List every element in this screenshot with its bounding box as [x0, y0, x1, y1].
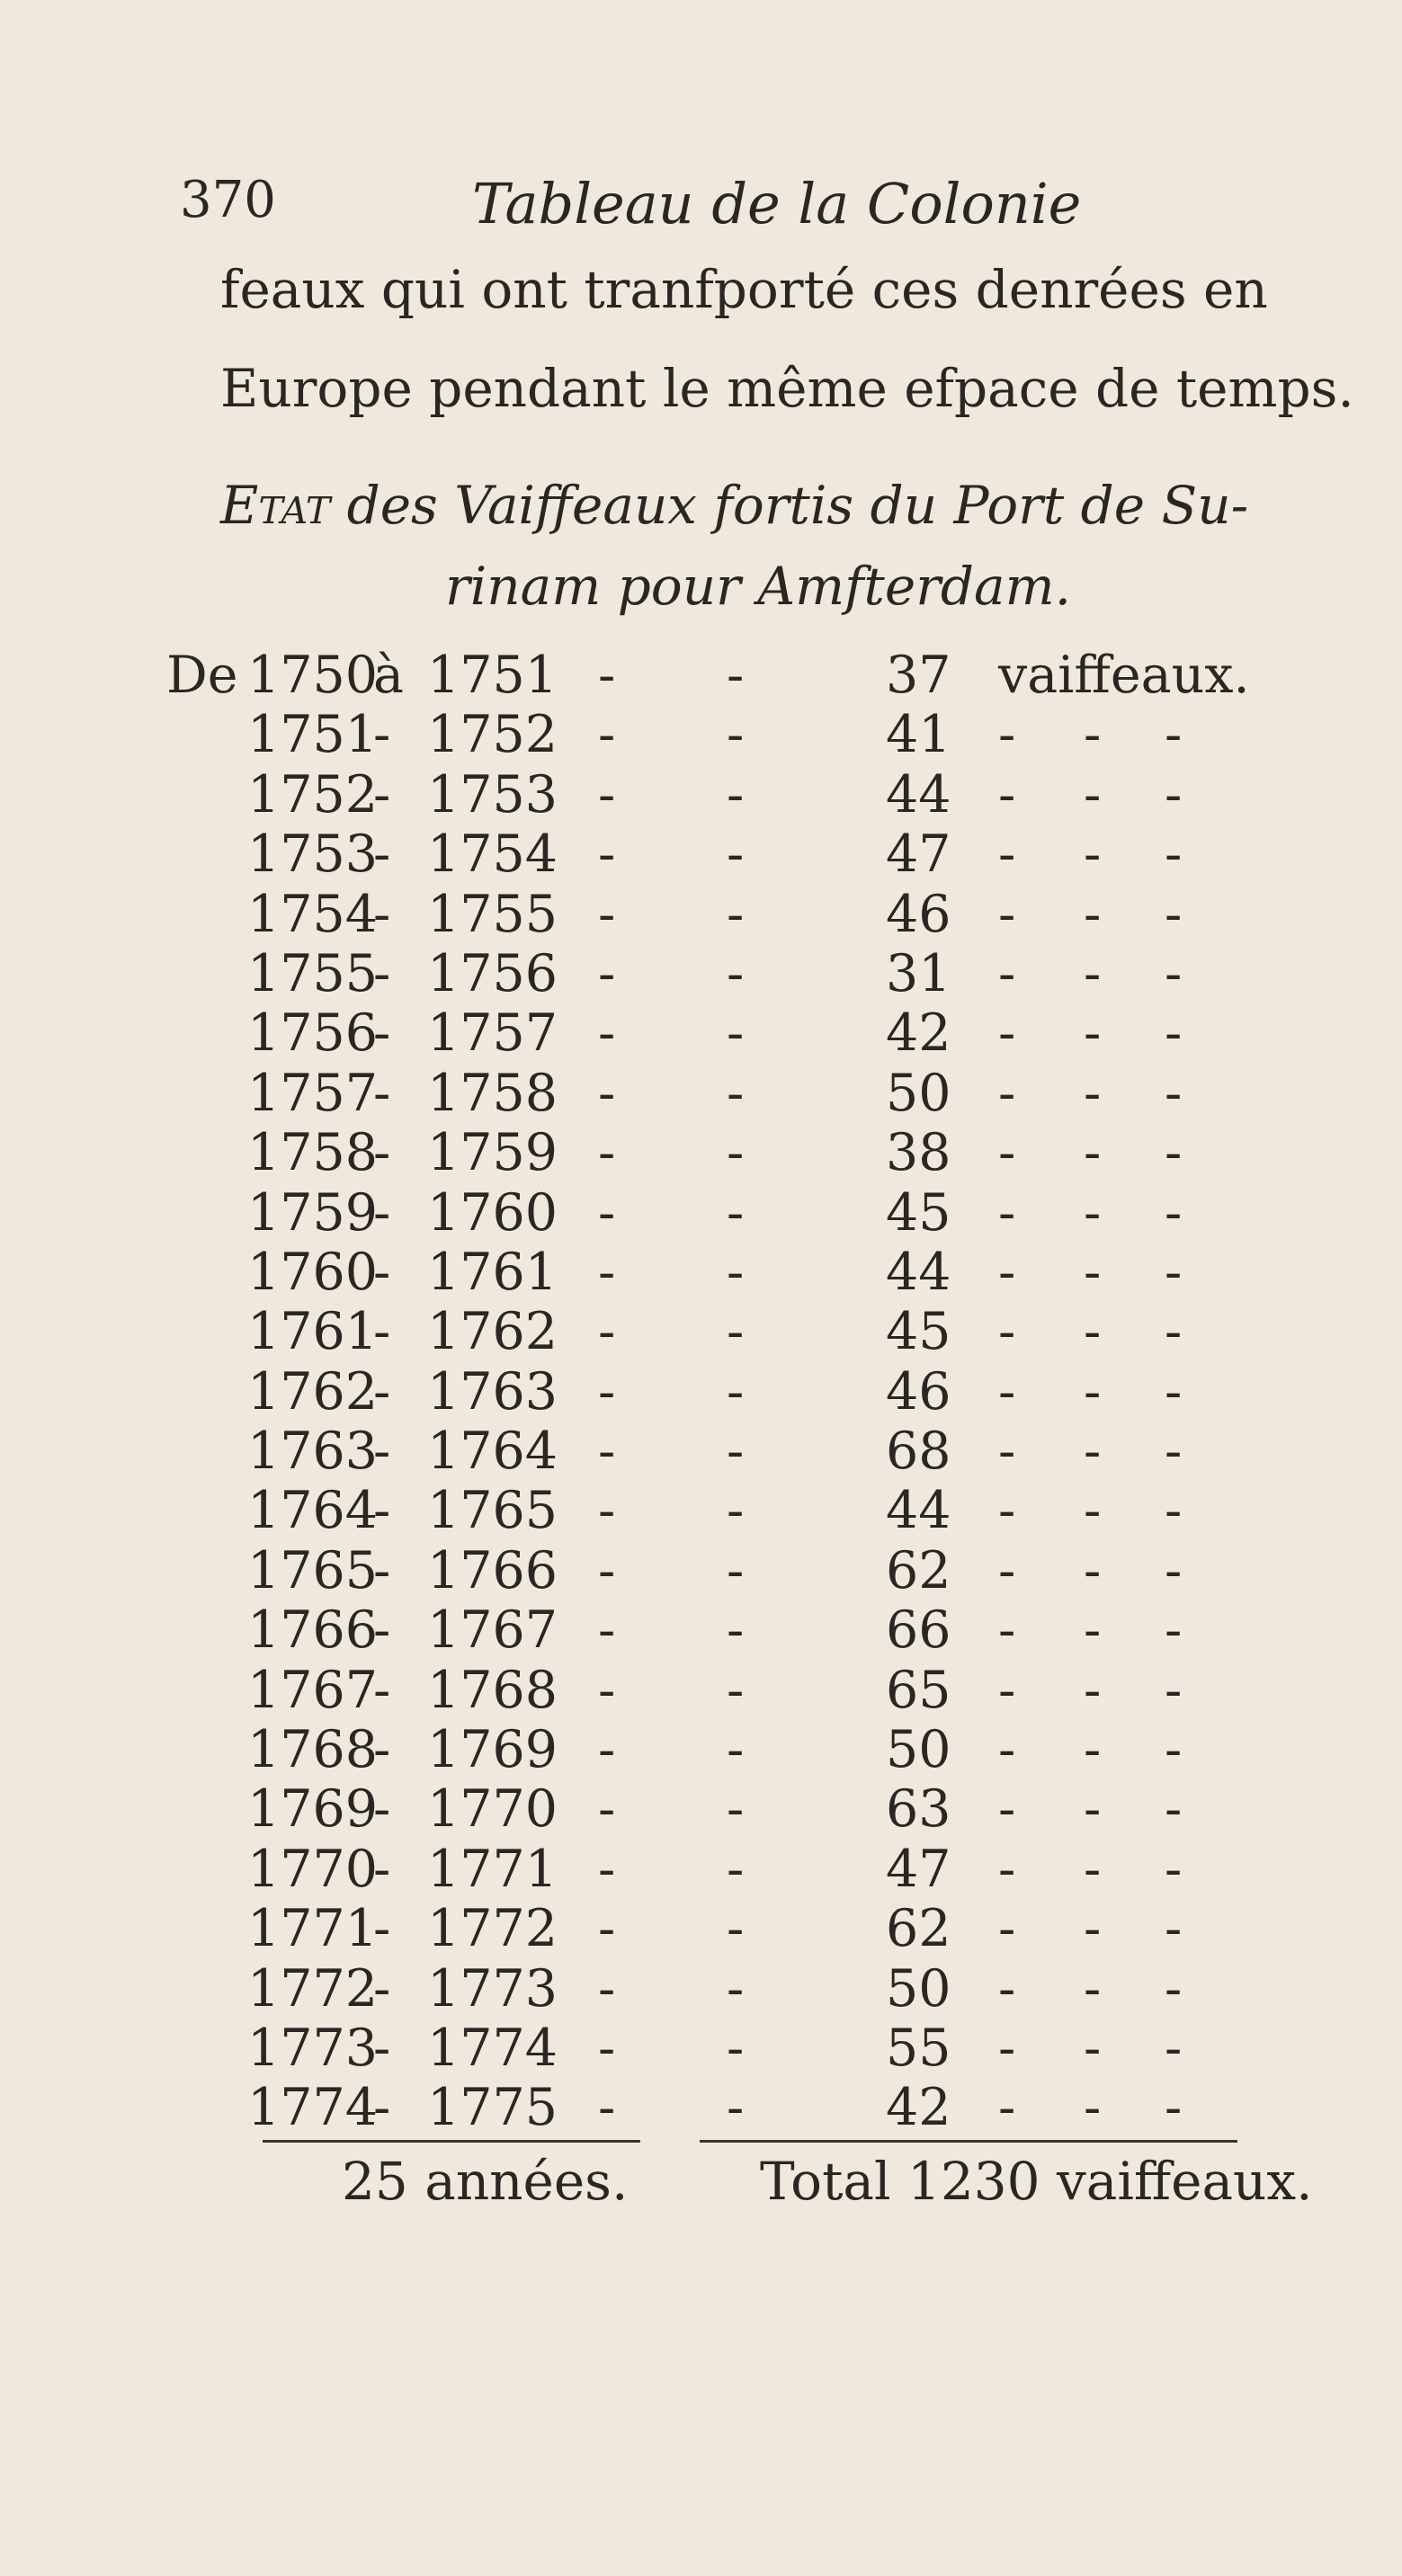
row-separator: - [373, 1123, 391, 1183]
year-from: 1764 [247, 1481, 379, 1541]
year-to: 1753 [427, 764, 558, 824]
row-separator: - [373, 1899, 391, 1959]
ship-count: 47 [886, 1839, 951, 1899]
ditto-dash: - [1084, 1481, 1102, 1541]
year-from: 1761 [247, 1302, 379, 1362]
row-separator: - [373, 1720, 391, 1780]
ditto-dash: - [1084, 1720, 1102, 1780]
ship-count: 46 [886, 884, 951, 944]
leader-dash: - [727, 1063, 745, 1123]
ditto-dash: - [1084, 1063, 1102, 1123]
ditto-dash: - [1165, 1481, 1183, 1541]
leader-dash: - [727, 1361, 745, 1422]
ditto-dash: - [998, 1660, 1016, 1720]
year-from: 1757 [247, 1063, 379, 1123]
year-to: 1771 [427, 1839, 558, 1899]
years-summary: 25 années. [342, 2151, 629, 2212]
ditto-dash: - [998, 2018, 1016, 2078]
table-row [0, 1541, 1402, 1600]
ditto-dash: - [998, 764, 1016, 824]
row-separator: - [373, 1839, 391, 1899]
ditto-dash: - [998, 1302, 1016, 1362]
row-separator: - [373, 2078, 391, 2138]
ditto-dash: - [998, 1958, 1016, 2019]
table-heading-line-2: rinam pour Amfterdam. [445, 556, 1072, 617]
ditto-dash: - [1165, 2078, 1183, 2138]
table-row [0, 1661, 1402, 1720]
year-from: 1755 [247, 943, 379, 1003]
table-row [0, 1123, 1402, 1182]
ditto-dash: - [1084, 705, 1102, 765]
ditto-dash: - [1165, 824, 1183, 885]
ship-count: 45 [886, 1182, 951, 1243]
row-separator: - [373, 1540, 391, 1600]
row-separator: - [373, 1361, 391, 1422]
leader-dash: - [727, 1958, 745, 2019]
leader-dash: - [727, 705, 745, 765]
leader-dash: - [727, 1481, 745, 1541]
ditto-dash: - [998, 2078, 1016, 2138]
table-row [0, 1481, 1402, 1540]
ship-count: 47 [886, 824, 951, 885]
ship-count: 63 [886, 1779, 951, 1840]
table-row [0, 646, 1402, 705]
body-text-line-2: Europe pendant le même efpace de temps. [220, 358, 1354, 419]
ditto-dash: - [1165, 1660, 1183, 1720]
year-to: 1761 [427, 1242, 558, 1302]
year-from: 1770 [247, 1839, 379, 1899]
leader-dash: - [727, 1182, 745, 1243]
row-separator: - [373, 1063, 391, 1123]
leader-dash: - [598, 1182, 616, 1243]
leader-dash: - [727, 1540, 745, 1600]
ditto-dash: - [1165, 705, 1183, 765]
year-from: 1763 [247, 1422, 379, 1482]
table-row [0, 2078, 1402, 2137]
year-to: 1759 [427, 1123, 558, 1183]
table-row [0, 885, 1402, 944]
ditto-dash: - [998, 1361, 1016, 1422]
ship-count: 42 [886, 2078, 951, 2138]
year-from: 1762 [247, 1361, 379, 1422]
table-row [0, 2019, 1402, 2078]
table-row [0, 1959, 1402, 2019]
ditto-dash: - [1084, 2018, 1102, 2078]
ship-count: 45 [886, 1302, 951, 1362]
ditto-dash: - [1084, 1540, 1102, 1600]
table-row [0, 1600, 1402, 1660]
body-text-line-1: feaux qui ont tranfporté ces denrées en [220, 259, 1268, 320]
table-row [0, 1899, 1402, 1958]
row-separator: - [373, 1660, 391, 1720]
leader-dash: - [727, 1660, 745, 1720]
ditto-dash: - [998, 1063, 1016, 1123]
row-separator: - [373, 824, 391, 885]
leader-dash: - [598, 1839, 616, 1899]
row-separator: - [373, 705, 391, 765]
ship-count: 50 [886, 1958, 951, 2019]
leader-dash: - [598, 2078, 616, 2138]
ditto-dash: - [998, 1242, 1016, 1302]
leader-dash: - [598, 1302, 616, 1362]
table-row [0, 1003, 1402, 1063]
table-row [0, 1064, 1402, 1123]
leader-dash: - [598, 1481, 616, 1541]
table-row [0, 1302, 1402, 1361]
table-row [0, 1243, 1402, 1302]
ditto-dash: - [1165, 1958, 1183, 2019]
ditto-dash: - [1084, 1361, 1102, 1422]
ditto-dash: - [1084, 1660, 1102, 1720]
year-from: 1771 [247, 1899, 379, 1959]
ditto-dash: - [1084, 1003, 1102, 1064]
ditto-dash: - [1165, 1899, 1183, 1959]
leader-dash: - [727, 1003, 745, 1064]
ship-count: 68 [886, 1422, 951, 1482]
year-to: 1757 [427, 1003, 558, 1064]
ditto-dash: - [998, 1422, 1016, 1482]
ditto-dash: - [1165, 1540, 1183, 1600]
ditto-dash: - [1084, 1182, 1102, 1243]
ditto-dash: - [1084, 943, 1102, 1003]
year-from: 1756 [247, 1003, 379, 1064]
ditto-dash: - [998, 1481, 1016, 1541]
page-number: 370 [180, 171, 276, 229]
table-row [0, 1422, 1402, 1481]
leader-dash: - [598, 824, 616, 885]
ship-count: 62 [886, 1540, 951, 1600]
leader-dash: - [727, 943, 745, 1003]
year-from: 1754 [247, 884, 379, 944]
ditto-dash: - [998, 1720, 1016, 1780]
year-from: 1760 [247, 1242, 379, 1302]
ship-count: 41 [886, 705, 951, 765]
ship-count: 37 [886, 646, 951, 705]
ship-count: 42 [886, 1003, 951, 1064]
leader-dash: - [598, 646, 616, 705]
year-to: 1758 [427, 1063, 558, 1123]
running-title: Tableau de la Colonie [472, 171, 1082, 236]
leader-dash: - [727, 2078, 745, 2138]
leader-dash: - [598, 1003, 616, 1064]
year-to: 1764 [427, 1422, 558, 1482]
row-separator: - [373, 2018, 391, 2078]
ship-count: 44 [886, 1481, 951, 1541]
year-to: 1769 [427, 1720, 558, 1780]
leader-dash: - [727, 1779, 745, 1840]
row-separator: - [373, 764, 391, 824]
total-rule [700, 2140, 1237, 2143]
leader-dash: - [727, 884, 745, 944]
year-to: 1751 [427, 646, 558, 705]
leader-dash: - [727, 1123, 745, 1183]
heading-small-caps: tat [258, 475, 331, 536]
leader-dash: - [598, 1958, 616, 2019]
ditto-dash: - [998, 824, 1016, 885]
row-separator: - [373, 884, 391, 944]
ship-count: 31 [886, 943, 951, 1003]
leader-dash: - [598, 1361, 616, 1422]
leader-dash: - [727, 646, 745, 705]
leader-dash: - [598, 2018, 616, 2078]
ditto-dash: - [998, 1003, 1016, 1064]
ditto-dash: - [1084, 1123, 1102, 1183]
ditto-dash: - [1084, 884, 1102, 944]
leader-dash: - [727, 1302, 745, 1362]
ditto-dash: - [1084, 1242, 1102, 1302]
year-to: 1762 [427, 1302, 558, 1362]
ditto-dash: - [1165, 764, 1183, 824]
heading-initial: E [220, 475, 259, 536]
ditto-dash: - [1165, 1003, 1183, 1064]
heading-line-1-rest: des Vaiffeaux fortis du Port de Su- [330, 475, 1249, 536]
year-from: 1758 [247, 1123, 379, 1183]
ditto-dash: - [998, 884, 1016, 944]
ship-count: 44 [886, 764, 951, 824]
ditto-dash: - [1165, 1123, 1183, 1183]
table-row [0, 765, 1402, 824]
ditto-dash: - [1165, 1063, 1183, 1123]
ditto-dash: - [1165, 1242, 1183, 1302]
year-to: 1760 [427, 1182, 558, 1243]
ditto-dash: - [998, 1779, 1016, 1840]
ditto-dash: - [1084, 1302, 1102, 1362]
leader-dash: - [598, 1063, 616, 1123]
ditto-dash: - [1165, 1361, 1183, 1422]
row-separator: - [373, 1600, 391, 1661]
table-row [0, 944, 1402, 1003]
year-from: 1767 [247, 1660, 379, 1720]
ditto-dash: - [1165, 2018, 1183, 2078]
year-to: 1772 [427, 1899, 558, 1959]
year-from: 1751 [247, 705, 379, 765]
year-to: 1766 [427, 1540, 558, 1600]
leader-dash: - [727, 1600, 745, 1661]
year-from: 1759 [247, 1182, 379, 1243]
ditto-dash: - [998, 1899, 1016, 1959]
ditto-dash: - [1165, 1779, 1183, 1840]
year-to: 1775 [427, 2078, 558, 2138]
leader-dash: - [727, 1899, 745, 1959]
year-to: 1765 [427, 1481, 558, 1541]
leader-dash: - [598, 705, 616, 765]
row-separator: - [373, 1422, 391, 1482]
table-row [0, 705, 1402, 764]
year-to: 1767 [427, 1600, 558, 1661]
leader-dash: - [727, 2018, 745, 2078]
leader-dash: - [727, 824, 745, 885]
ditto-dash: - [1084, 1600, 1102, 1661]
year-to: 1752 [427, 705, 558, 765]
ditto-dash: - [998, 1123, 1016, 1183]
ship-count: 44 [886, 1242, 951, 1302]
year-to: 1755 [427, 884, 558, 944]
ditto-dash: - [998, 1839, 1016, 1899]
ship-count: 50 [886, 1720, 951, 1780]
ship-count: 65 [886, 1660, 951, 1720]
table-row [0, 1779, 1402, 1839]
years-rule [263, 2140, 640, 2143]
ditto-dash: - [1084, 1422, 1102, 1482]
leader-dash: - [598, 1779, 616, 1840]
row-separator: - [373, 943, 391, 1003]
year-from: 1753 [247, 824, 379, 885]
leader-dash: - [598, 1899, 616, 1959]
year-to: 1768 [427, 1660, 558, 1720]
ditto-dash: - [1165, 1839, 1183, 1899]
ship-count: 46 [886, 1361, 951, 1422]
table-heading-line-1 [220, 475, 1248, 536]
year-to: 1773 [427, 1958, 558, 2019]
ditto-dash: - [1084, 824, 1102, 885]
year-from: 1766 [247, 1600, 379, 1661]
ship-count: 55 [886, 2018, 951, 2078]
year-to: 1754 [427, 824, 558, 885]
leader-dash: - [727, 1422, 745, 1482]
ship-count: 50 [886, 1063, 951, 1123]
table-row [0, 1840, 1402, 1899]
ditto-dash: - [1165, 1720, 1183, 1780]
ditto-dash: - [998, 1600, 1016, 1661]
ditto-dash: - [1084, 1958, 1102, 2019]
leader-dash: - [598, 1422, 616, 1482]
ditto-dash: - [998, 1540, 1016, 1600]
ditto-dash: - [1165, 1600, 1183, 1661]
leader-dash: - [727, 1242, 745, 1302]
leader-dash: - [727, 1720, 745, 1780]
row-separator: - [373, 1302, 391, 1362]
table-row [0, 1362, 1402, 1422]
ditto-dash: - [1165, 1182, 1183, 1243]
row-separator: - [373, 1481, 391, 1541]
row-separator: - [373, 1779, 391, 1840]
row-separator: - [373, 1003, 391, 1064]
year-to: 1774 [427, 2018, 558, 2078]
leader-dash: - [598, 1720, 616, 1780]
ship-count: 38 [886, 1123, 951, 1183]
ditto-dash: - [998, 1182, 1016, 1243]
page-header [180, 171, 1222, 252]
ditto-dash: - [1084, 2078, 1102, 2138]
table-row [0, 1720, 1402, 1779]
ditto-dash: - [1084, 1779, 1102, 1840]
ditto-dash: - [1084, 1899, 1102, 1959]
leader-dash: - [598, 1242, 616, 1302]
row-separator: - [373, 1182, 391, 1243]
leader-dash: - [598, 1660, 616, 1720]
year-from: 1768 [247, 1720, 379, 1780]
year-from: 1752 [247, 764, 379, 824]
ships-table [0, 646, 1402, 2138]
year-from: 1773 [247, 2018, 379, 2078]
unit-label: vaiffeaux. [998, 646, 1250, 705]
leader-dash: - [727, 1839, 745, 1899]
year-from: 1774 [247, 2078, 379, 2138]
year-from: 1765 [247, 1540, 379, 1600]
ship-count: 62 [886, 1899, 951, 1959]
row-separator: - [373, 1958, 391, 2019]
year-to: 1770 [427, 1779, 558, 1840]
year-to: 1756 [427, 943, 558, 1003]
year-from: 1772 [247, 1958, 379, 2019]
ditto-dash: - [1165, 1422, 1183, 1482]
table-row [0, 824, 1402, 884]
row-separator: - [373, 1242, 391, 1302]
total-summary: Total 1230 vaiffeaux. [760, 2151, 1313, 2212]
year-from: 1750 [247, 646, 379, 705]
ditto-dash: - [1165, 1302, 1183, 1362]
leader-dash: - [598, 764, 616, 824]
table-row [0, 1183, 1402, 1243]
ditto-dash: - [1165, 884, 1183, 944]
leader-dash: - [598, 1540, 616, 1600]
leader-dash: - [598, 1600, 616, 1661]
ship-count: 66 [886, 1600, 951, 1661]
ditto-dash: - [998, 705, 1016, 765]
ditto-dash: - [1165, 943, 1183, 1003]
leader-dash: - [598, 1123, 616, 1183]
leader-dash: - [727, 764, 745, 824]
year-from: 1769 [247, 1779, 379, 1840]
ditto-dash: - [1084, 764, 1102, 824]
ditto-dash: - [1084, 1839, 1102, 1899]
year-to: 1763 [427, 1361, 558, 1422]
row-separator: à [373, 646, 404, 705]
ditto-dash: - [998, 943, 1016, 1003]
leader-dash: - [598, 943, 616, 1003]
leader-dash: - [598, 884, 616, 944]
row-prefix: De [166, 646, 238, 705]
